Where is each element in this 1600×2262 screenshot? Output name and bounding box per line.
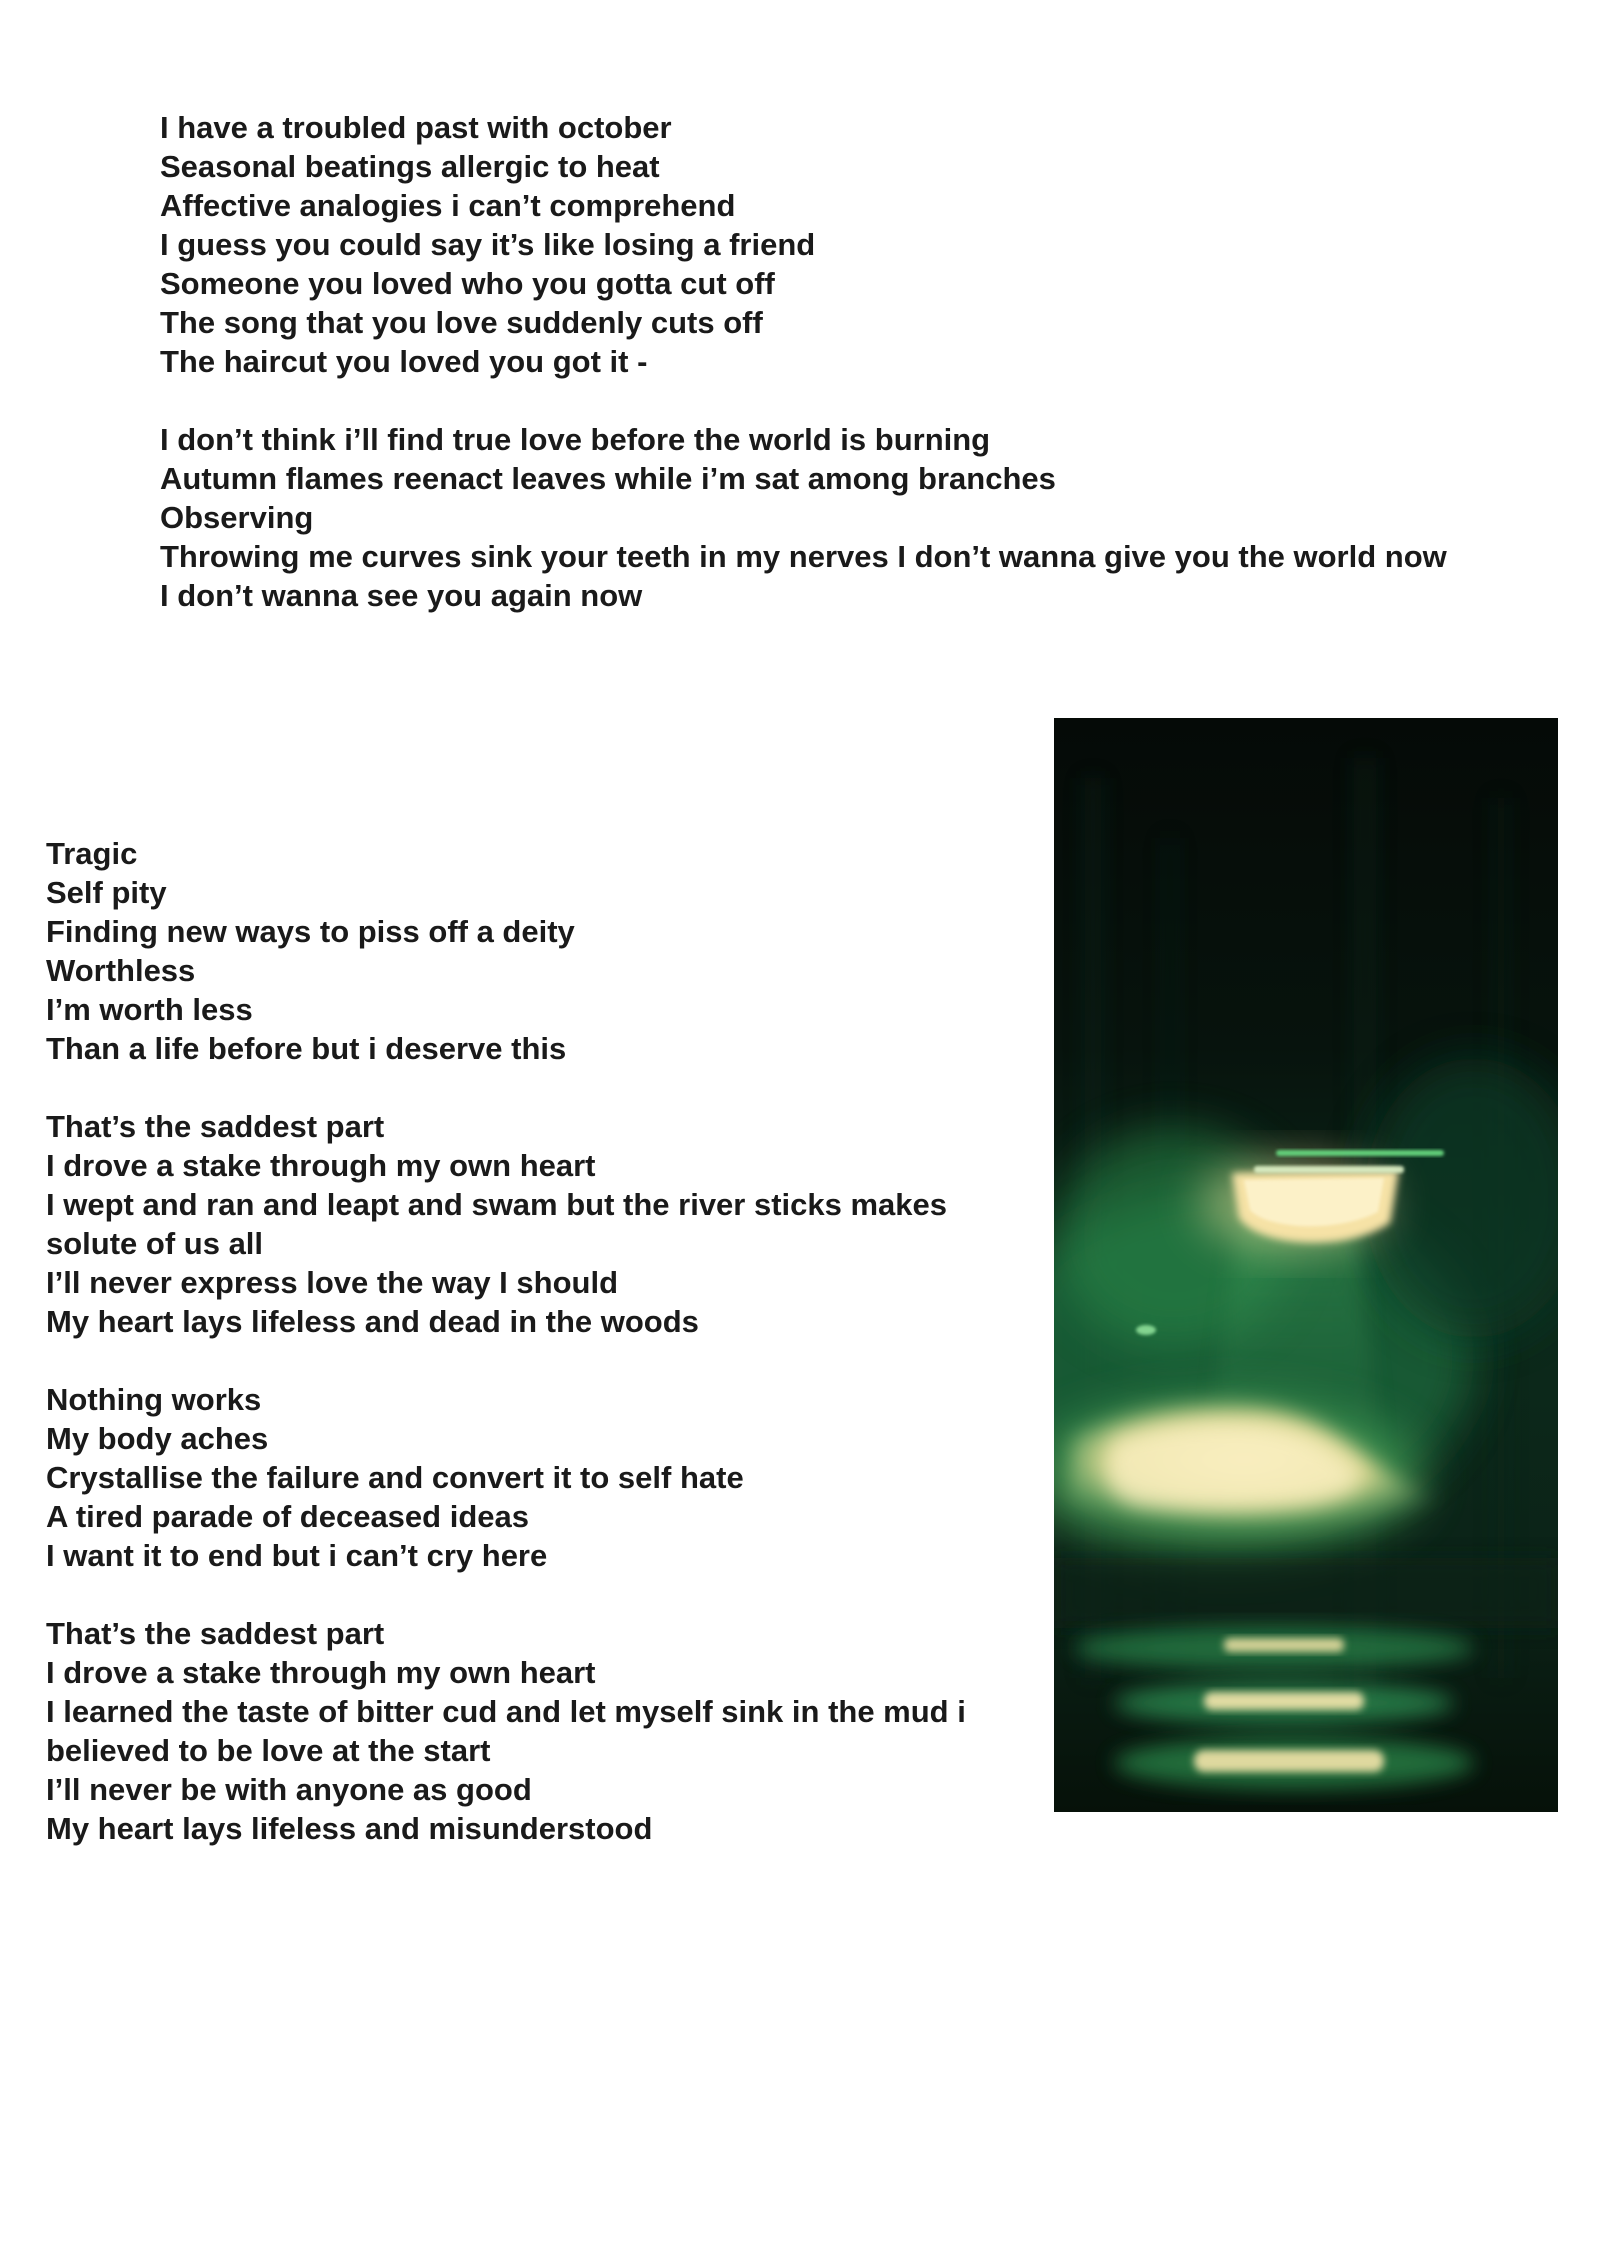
poem-line: My heart lays lifeless and misunderstood [46, 1811, 653, 1846]
poem-line: Than a life before but i deserve this [46, 1031, 567, 1066]
poem-line: Self pity [46, 875, 167, 910]
poem-line: Worthless [46, 953, 196, 988]
poem-line: Autumn flames reenact leaves while i’m sat among branches [160, 461, 1056, 496]
poem-line: The haircut you loved you got it - [160, 344, 648, 379]
poem-line: I learned the taste of bitter cud and let myself sink in the mud i believed to be love at the start [46, 1694, 966, 1768]
stanza-break [160, 381, 1560, 420]
poem-line: Observing [160, 500, 314, 535]
poem-line: I’ll never be with anyone as good [46, 1772, 532, 1807]
poem-line: That’s the saddest part [46, 1109, 385, 1144]
stanza-break [46, 1068, 1036, 1107]
poem-top [160, 108, 1560, 615]
poem-line: I guess you could say it’s like losing a friend [160, 227, 816, 262]
poem-line: Affective analogies i can’t comprehend [160, 188, 736, 223]
poem-line: I wept and ran and leapt and swam but the river sticks makes solute of us all [46, 1187, 948, 1261]
poem-line: I don’t think i’ll find true love before the world is burning [160, 422, 991, 457]
poem-line: My body aches [46, 1421, 269, 1456]
poem-line: That’s the saddest part [46, 1616, 385, 1651]
poem-line: The song that you love suddenly cuts off [160, 305, 763, 340]
poem-line: I’m worth less [46, 992, 253, 1027]
poem-line: Nothing works [46, 1382, 262, 1417]
poem-line: Tragic [46, 836, 138, 871]
poem-line: I drove a stake through my own heart [46, 1148, 596, 1183]
abstract-photo [1054, 718, 1558, 1812]
poem-line: I’ll never express love the way I should [46, 1265, 619, 1300]
poem-line: I drove a stake through my own heart [46, 1655, 596, 1690]
poem-line: Crystallise the failure and convert it to self hate [46, 1460, 744, 1495]
poem-line: Finding new ways to piss off a deity [46, 914, 575, 949]
poem-line: Throwing me curves sink your teeth in my nerves I don’t wanna give you the world now [160, 539, 1447, 574]
poem-line: Seasonal beatings allergic to heat [160, 149, 660, 184]
poem-line: I have a troubled past with october [160, 110, 672, 145]
poem-bottom [46, 834, 1036, 1848]
poem-line: Someone you loved who you gotta cut off [160, 266, 775, 301]
poem-line: My heart lays lifeless and dead in the woods [46, 1304, 699, 1339]
poem-line: I don’t wanna see you again now [160, 578, 643, 613]
stanza-break [46, 1341, 1036, 1380]
poem-line: I want it to end but i can’t cry here [46, 1538, 548, 1573]
stanza-break [46, 1575, 1036, 1614]
poem-line: A tired parade of deceased ideas [46, 1499, 529, 1534]
